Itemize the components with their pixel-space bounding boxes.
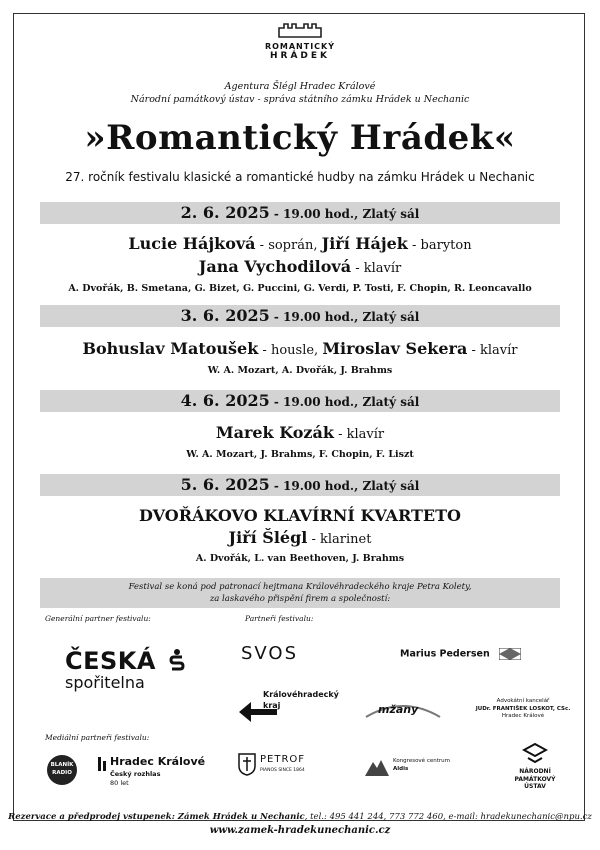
csas-s-icon [169,648,185,672]
performer-role: - klavír [467,343,518,358]
concert-3-performers [0,422,600,445]
aldis-text-2: Aldis [393,766,409,772]
festival-subtitle: 27. ročník festivalu klasické a romantické hudby na zámku Hrádek u Nechanic [65,170,535,184]
reservation-contact: , tel.: 495 441 244, 773 772 460, e-mail: hradekunechanic@npu.cz [304,812,592,822]
kraj-emblem-icon [237,700,287,724]
blanik-text-1: BLANÍK [50,762,74,768]
concert-2-composers: W. A. Mozart, A. Dvořák, J. Brahms [207,365,393,376]
concert-2-header [40,305,560,327]
performer-name: Miroslav Sekera [322,339,468,358]
concert-date: 4. 6. 2025 [180,391,270,410]
concert-time: - 19.00 hod., Zlatý sál [269,479,420,493]
rozhlas-text-3: 80 let [110,779,129,787]
patronage-note [40,578,560,608]
performer-role: - klavír [351,261,402,276]
csas-text-1: ČESKÁ [65,647,156,675]
concert-date: 3. 6. 2025 [180,306,270,325]
festival-logo [250,18,350,78]
performer-name: Jiří Šlégl [228,528,308,547]
concert-2-performers [0,338,600,361]
marius-pedersen-logo [400,648,521,660]
organizers [0,80,600,106]
petrof-text-1: PETROF [260,754,306,765]
reservation-bold: Rezervace a předprodej vstupenek: Zámek Hrádek u Nechanic [8,812,305,822]
performer-name: Bohuslav Matoušek [82,339,259,358]
petrof-text-2: PIANOS SINCE 1864 [260,768,305,773]
concert-date: 5. 6. 2025 [180,475,270,494]
reservation-info [0,812,600,822]
svos-logo: SVOS [241,643,299,664]
npu-logo [510,742,560,791]
performer-role: - housle, [258,343,323,358]
rozhlas-text-2: Český rozhlas [110,770,161,778]
advokat-text-2: JUDr. FRANTIŠEK LOSKOT, CSc. [475,705,571,712]
performer-role: - baryton [407,238,472,253]
concert-time: - 19.00 hod., Zlatý sál [269,207,420,221]
ensemble-name: DVOŘÁKOVO KLAVÍRNÍ KVARTETO [139,506,461,525]
concert-1-header [40,202,560,224]
npu-text-1: NÁRODNÍ [519,768,551,775]
concert-4-performers [0,527,600,550]
concert-date: 2. 6. 2025 [180,203,270,222]
mzany-logo [362,699,444,719]
advokat-text-3: Hradec Králové [501,713,545,719]
organizer-1: Agentura Šlégl Hradec Králové [224,81,376,92]
performer-role: - soprán, [255,238,322,253]
website-link[interactable]: www.zamek-hradekunechanic.cz [209,825,391,836]
media-partners-label: Mediální partneři festivalu: [45,733,150,742]
blanik-radio-logo [45,753,79,791]
performer-role: - klarinet [307,532,372,547]
concert-4-ensemble [0,505,600,527]
mzany-text: mžany [378,703,419,716]
npu-text-3: ÚSTAV [524,783,546,790]
partners-label: Partneři festivalu: [245,614,314,623]
petrof-crest-icon [238,752,256,776]
performer-name: Jiří Hájek [321,234,408,253]
concert-3-header [40,390,560,412]
advokat-text-1: Advokátní kancelář [496,698,550,704]
csas-text-2: spořitelna [65,673,145,692]
ceska-sporitelna-logo [65,648,185,692]
npu-emblem-icon [522,742,548,764]
aldis-mountain-icon [365,756,389,776]
performer-role: - klavír [333,427,385,442]
concert-time: - 19.00 hod., Zlatý sál [269,395,420,409]
patronage-line-2: za laskavého přispění firem a společností: [209,594,391,604]
marius-flag-icon [499,648,521,660]
concert-4-header [40,474,560,496]
organizer-2: Národní památkový ústav - správa státního zámku Hrádek u Nechanic [130,94,470,105]
concert-4-composers: A. Dvořák, L. van Beethoven, J. Brahms [195,553,405,564]
blanik-text-2: RADIO [52,770,72,776]
performer-name: Jana Vychodilová [198,257,352,276]
general-partner-label: Generální partner festivalu: [45,614,151,623]
kraj-text-1: Královéhradecký [263,690,339,699]
patronage-line-1: Festival se koná pod patronací hejtmana Královéhradeckého kraje Petra Kolety, [128,582,472,592]
logo-text-top: ROMANTICKÝ [264,42,336,51]
concert-1-performers [0,233,600,256]
concert-3-composers: W. A. Mozart, J. Brahms, F. Chopin, F. Liszt [186,449,414,460]
castle-icon [277,22,323,38]
kraj-text-2: kraj [263,701,281,710]
rozhlas-text-1: Hradec Králové [110,755,206,768]
concert-1-performers-2 [0,256,600,279]
logo-text-bottom: HRÁDEK [269,51,331,61]
rozhlas-bars-icon [98,757,106,771]
concert-time: - 19.00 hod., Zlatý sál [269,310,420,324]
performer-name: Lucie Hájková [128,234,256,253]
aldis-text-1: Kongresové centrum [393,758,450,764]
festival-title: »Romantický Hrádek« [84,118,516,158]
performer-name: Marek Kozák [215,423,334,442]
npu-text-2: PAMÁTKOVÝ [514,775,556,783]
concert-1-composers: A. Dvořák, B. Smetana, G. Bizet, G. Puccini, G. Verdi, P. Tosti, F. Chopin, R. Leoncavallo [68,283,532,294]
advokat-logo [468,698,578,721]
marius-text: Marius Pedersen [400,648,490,660]
